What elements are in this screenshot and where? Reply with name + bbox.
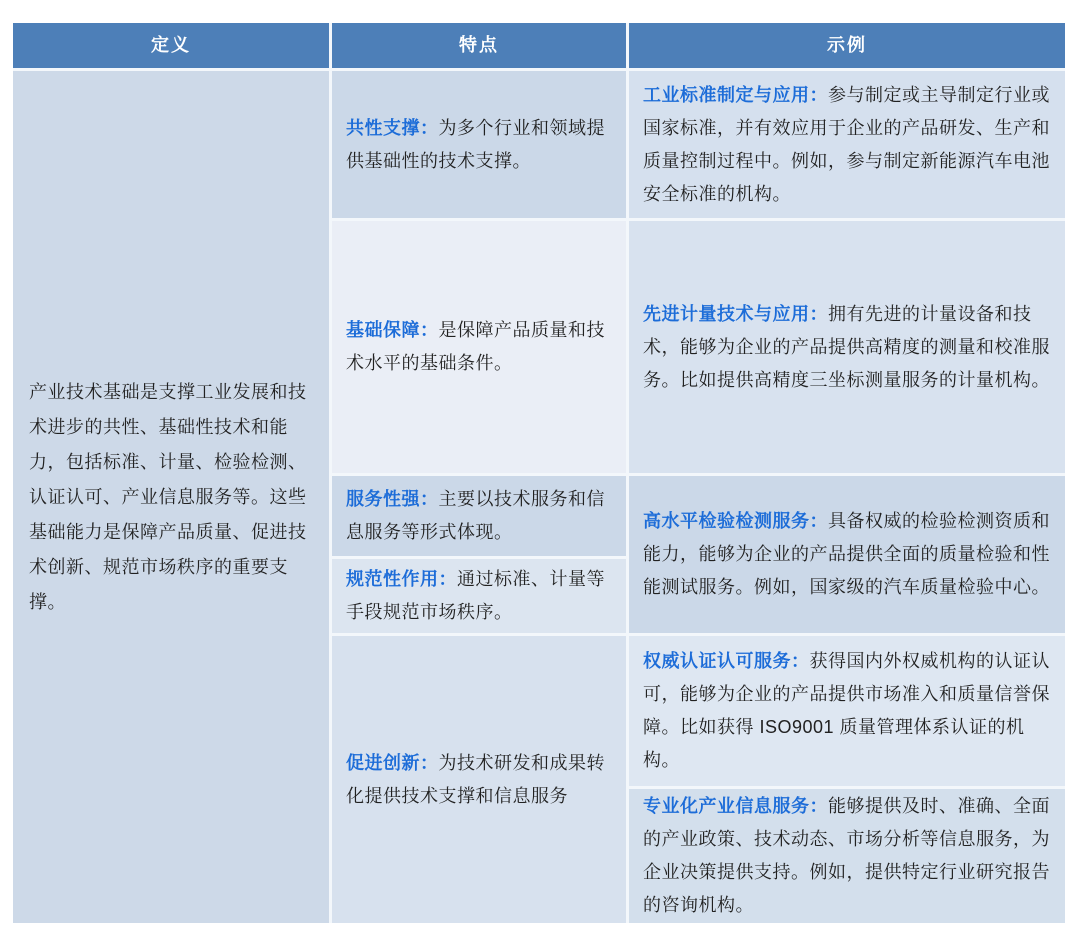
feature-cell-normative-role [332, 559, 626, 633]
example-cell-industrial-standards [629, 71, 1065, 218]
example-cell-certification-accreditation [629, 636, 1065, 786]
feature-cell-common-support [332, 71, 626, 218]
example-term: 权威认证认可服务： [643, 651, 810, 671]
header-examples-label: 示例 [827, 35, 867, 55]
definition-text: 产业技术基础是支撑工业发展和技术进步的共性、基础性技术和能力，包括标准、计量、检验检测、认证认可、产业信息服务等。这些基础能力是保障产品质量、促进技术创新、规范市场秩序的重要支撑。 [29, 381, 307, 612]
feature-cell-service-oriented [332, 476, 626, 556]
feature-text [346, 563, 612, 629]
feature-term: 促进创新： [346, 752, 439, 773]
example-desc: 获得国内外权威机构的认证认可，能够为企业的产品提供市场准入和质量信誉保障。比如获得 ISO9001 质量管理体系认证的机构。 [643, 651, 1050, 770]
example-term: 高水平检验检测服务： [643, 511, 828, 531]
feature-cell-basic-guarantee [332, 221, 626, 473]
feature-term: 服务性强： [346, 489, 439, 509]
example-text [643, 79, 1051, 211]
feature-desc: 为技术研发和成果转化提供技术支撑和信息服务 [346, 752, 605, 806]
header-examples [629, 23, 1065, 68]
feature-text [346, 112, 612, 178]
example-desc: 拥有先进的计量设备和技术，能够为企业的产品提供高精度的测量和校准服务。比如提供高精度三坐标测量服务的计量机构。 [643, 303, 1050, 390]
header-definition [13, 23, 329, 68]
example-text [643, 298, 1051, 397]
three-column-table [13, 23, 1065, 923]
feature-text [346, 314, 612, 380]
feature-text [346, 483, 612, 549]
example-term: 工业标准制定与应用： [643, 84, 828, 105]
example-cell-advanced-metrology [629, 221, 1065, 473]
example-term: 先进计量技术与应用： [643, 303, 828, 324]
example-text [643, 645, 1051, 777]
feature-desc: 主要以技术服务和信息服务等形式体现。 [346, 489, 605, 542]
header-features-label: 特点 [459, 35, 499, 55]
example-text [643, 505, 1051, 604]
header-definition-label: 定义 [151, 35, 191, 55]
feature-term: 基础保障： [346, 320, 439, 340]
definition-cell [13, 71, 329, 923]
example-text [643, 790, 1051, 922]
feature-desc: 是保障产品质量和技术水平的基础条件。 [346, 320, 605, 373]
example-desc: 具备权威的检验检测资质和能力，能够为企业的产品提供全面的质量检验和性能测试服务。例如，国家级的汽车质量检验中心。 [643, 511, 1050, 597]
feature-desc: 为多个行业和领域提供基础性的技术支撑。 [346, 117, 605, 171]
example-term: 专业化产业信息服务： [643, 796, 828, 816]
feature-term: 规范性作用： [346, 569, 457, 589]
example-cell-industry-information [629, 789, 1065, 923]
feature-desc: 通过标准、计量等手段规范市场秩序。 [346, 569, 605, 622]
feature-term: 共性支撑： [346, 117, 439, 138]
feature-cell-promote-innovation [332, 636, 626, 923]
example-cell-inspection-testing [629, 476, 1065, 633]
example-desc: 参与制定或主导制定行业或国家标准，并有效应用于企业的产品研发、生产和质量控制过程中。例如，参与制定新能源汽车电池安全标准的机构。 [643, 84, 1050, 204]
example-desc: 能够提供及时、准确、全面的产业政策、技术动态、市场分析等信息服务，为企业决策提供支持。例如，提供特定行业研究报告的咨询机构。 [643, 796, 1050, 915]
header-features [332, 23, 626, 68]
feature-text [346, 747, 612, 813]
